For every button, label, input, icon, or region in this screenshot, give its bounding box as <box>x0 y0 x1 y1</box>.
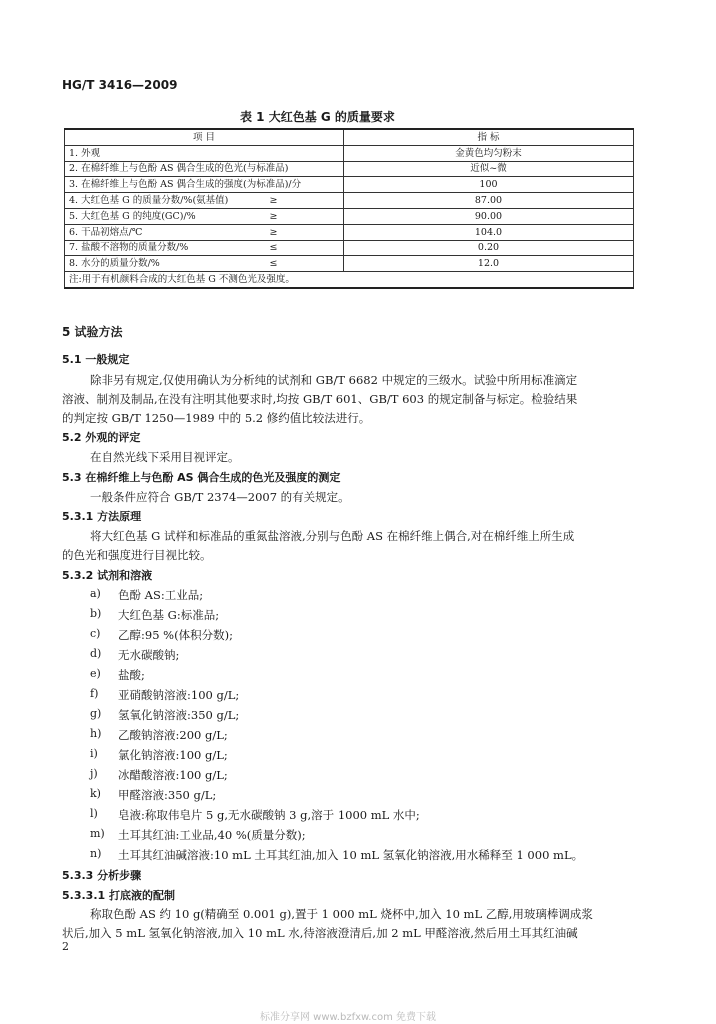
list-item-letter: d) <box>90 647 102 660</box>
section-5-3-1-heading: 5.3.1 方法原理 <box>62 510 142 523</box>
row-cmp: ≥ <box>204 224 344 240</box>
table-row <box>65 224 634 240</box>
list-item-letter: a) <box>90 587 101 600</box>
list-item-letter: e) <box>90 667 101 680</box>
section-5-2-heading: 5.2 外观的评定 <box>62 431 141 444</box>
row-item: 1. 外观 <box>65 145 205 161</box>
section-5-3-3-heading: 5.3.3 分析步骤 <box>62 869 142 882</box>
list-item-letter: m) <box>90 827 105 840</box>
list-item-text: 无水碳酸钠; <box>118 648 180 662</box>
section-5-1-paragraph-line2: 溶液、制剂及制品,在没有注明其他要求时,均按 GB/T 601、GB/T 603 的规定制备与标定。检验结果 <box>62 392 578 406</box>
list-item-text: 土耳其红油碱溶液:10 mL 土耳其红油,加入 10 mL 氢氧化钠溶液,用水稀释至 1 000 mL。 <box>118 848 584 862</box>
row-item: 6. 干品初熔点/℃ <box>65 224 205 240</box>
row-item: 5. 大红色基 G 的纯度(GC)/% <box>65 208 205 224</box>
list-item-text: 皂液:称取伟皂片 5 g,无水碳酸钠 3 g,溶于 1000 mL 水中; <box>118 808 420 822</box>
list-item-text: 氢氧化钠溶液:350 g/L; <box>118 708 240 722</box>
table-note: 注:用于有机颜料合成的大红色基 G 不测色光及强度。 <box>65 272 634 288</box>
row-cmp: ≥ <box>204 208 344 224</box>
list-item-text: 大红色基 G:标准品; <box>118 608 220 622</box>
row-value: 104.0 <box>344 224 634 240</box>
list-item-letter: c) <box>90 627 101 640</box>
section-5-2-paragraph: 在自然光线下采用目视评定。 <box>90 450 240 464</box>
row-value: 87.00 <box>344 193 634 209</box>
table-caption: 表 1 大红色基 G 的质量要求 <box>240 110 395 124</box>
row-item: 2. 在棉纤维上与色酚 AS 偶合生成的色光(与标准品) <box>65 161 205 177</box>
list-item-text: 甲醛溶液:350 g/L; <box>118 788 217 802</box>
section-5-3-paragraph: 一般条件应符合 GB/T 2374—2007 的有关规定。 <box>90 490 350 504</box>
row-value: 0.20 <box>344 240 634 256</box>
list-item-letter: n) <box>90 847 102 860</box>
page-number: 2 <box>62 940 69 953</box>
list-item-letter: b) <box>90 607 102 620</box>
list-item-letter: h) <box>90 727 102 740</box>
list-item-text: 盐酸; <box>118 668 145 682</box>
section-5-1-paragraph-line3: 的判定按 GB/T 1250—1989 中的 5.2 修约值比较法进行。 <box>62 411 371 425</box>
list-item-letter: j) <box>90 767 98 780</box>
list-item-text: 亚硝酸钠溶液:100 g/L; <box>118 688 240 702</box>
standard-code: HG/T 3416—2009 <box>62 78 178 92</box>
section-5-3-3-1-heading: 5.3.3.1 打底液的配制 <box>62 889 175 902</box>
quality-requirements-table <box>64 128 634 289</box>
list-item-text: 色酚 AS:工业品; <box>118 588 204 602</box>
section-5-heading: 5 试验方法 <box>62 325 123 339</box>
list-item-letter: g) <box>90 707 102 720</box>
list-item-letter: k) <box>90 787 101 800</box>
list-item-text: 土耳其红油:工业品,40 %(质量分数); <box>118 828 306 842</box>
table-row <box>65 256 634 272</box>
row-value: 金黄色均匀粉末 <box>344 145 634 161</box>
list-item-letter: i) <box>90 747 98 760</box>
section-5-1-heading: 5.1 一般规定 <box>62 353 130 366</box>
row-cmp: ≤ <box>204 256 344 272</box>
section-5-3-1-paragraph-line2: 的色光和强度进行目视比较。 <box>62 548 212 562</box>
section-5-3-heading: 5.3 在棉纤维上与色酚 AS 偶合生成的色光及强度的测定 <box>62 471 341 484</box>
row-value: 90.00 <box>344 208 634 224</box>
table-row <box>65 240 634 256</box>
row-value: 100 <box>344 177 634 193</box>
row-cmp <box>204 145 344 161</box>
row-value: 近似~微 <box>344 161 634 177</box>
row-item: 4. 大红色基 G 的质量分数/%(氨基值) <box>65 193 205 209</box>
table-note-row <box>65 272 634 288</box>
row-item: 7. 盐酸不溶物的质量分数/% <box>65 240 205 256</box>
list-item-text: 乙酸钠溶液:200 g/L; <box>118 728 228 742</box>
section-5-1-paragraph-line1: 除非另有规定,仅使用确认为分析纯的试剂和 GB/T 6682 中规定的三级水。试验中所用标准滴定 <box>90 373 578 387</box>
section-5-3-2-heading: 5.3.2 试剂和溶液 <box>62 569 153 582</box>
table-row <box>65 193 634 209</box>
list-item-letter: l) <box>90 807 98 820</box>
list-item-text: 冰醋酸溶液:100 g/L; <box>118 768 228 782</box>
table-row <box>65 145 634 161</box>
list-item-text: 氯化钠溶液:100 g/L; <box>118 748 228 762</box>
row-cmp: ≥ <box>204 193 344 209</box>
table-row <box>65 177 634 193</box>
section-5-3-3-1-paragraph-line1: 称取色酚 AS 约 10 g(精确至 0.001 g),置于 1 000 mL 烧杯中,加入 10 mL 乙醇,用玻璃棒调成浆 <box>90 907 593 921</box>
section-5-3-1-paragraph-line1: 将大红色基 G 试样和标准品的重氮盐溶液,分别与色酚 AS 在棉纤维上偶合,对在棉纤维上所生成 <box>90 529 575 543</box>
header-value: 指 标 <box>344 129 634 145</box>
row-item: 3. 在棉纤维上与色酚 AS 偶合生成的强度(为标准品)/分 <box>65 177 205 193</box>
section-5-3-3-1-paragraph-line2: 状后,加入 5 mL 氢氧化钠溶液,加入 10 mL 水,待溶液澄清后,加 2 mL 甲醛溶液,然后用土耳其红油碱 <box>62 926 578 940</box>
watermark: 标准分享网 www.bzfxw.com 免费下载 <box>260 1012 436 1023</box>
row-cmp: ≤ <box>204 240 344 256</box>
table-header-row <box>65 129 634 145</box>
table-row <box>65 208 634 224</box>
list-item-letter: f) <box>90 687 99 700</box>
row-value: 12.0 <box>344 256 634 272</box>
list-item-text: 乙醇:95 %(体积分数); <box>118 628 233 642</box>
header-item: 项 目 <box>65 129 344 145</box>
row-item: 8. 水分的质量分数/% <box>65 256 205 272</box>
table-row <box>65 161 634 177</box>
